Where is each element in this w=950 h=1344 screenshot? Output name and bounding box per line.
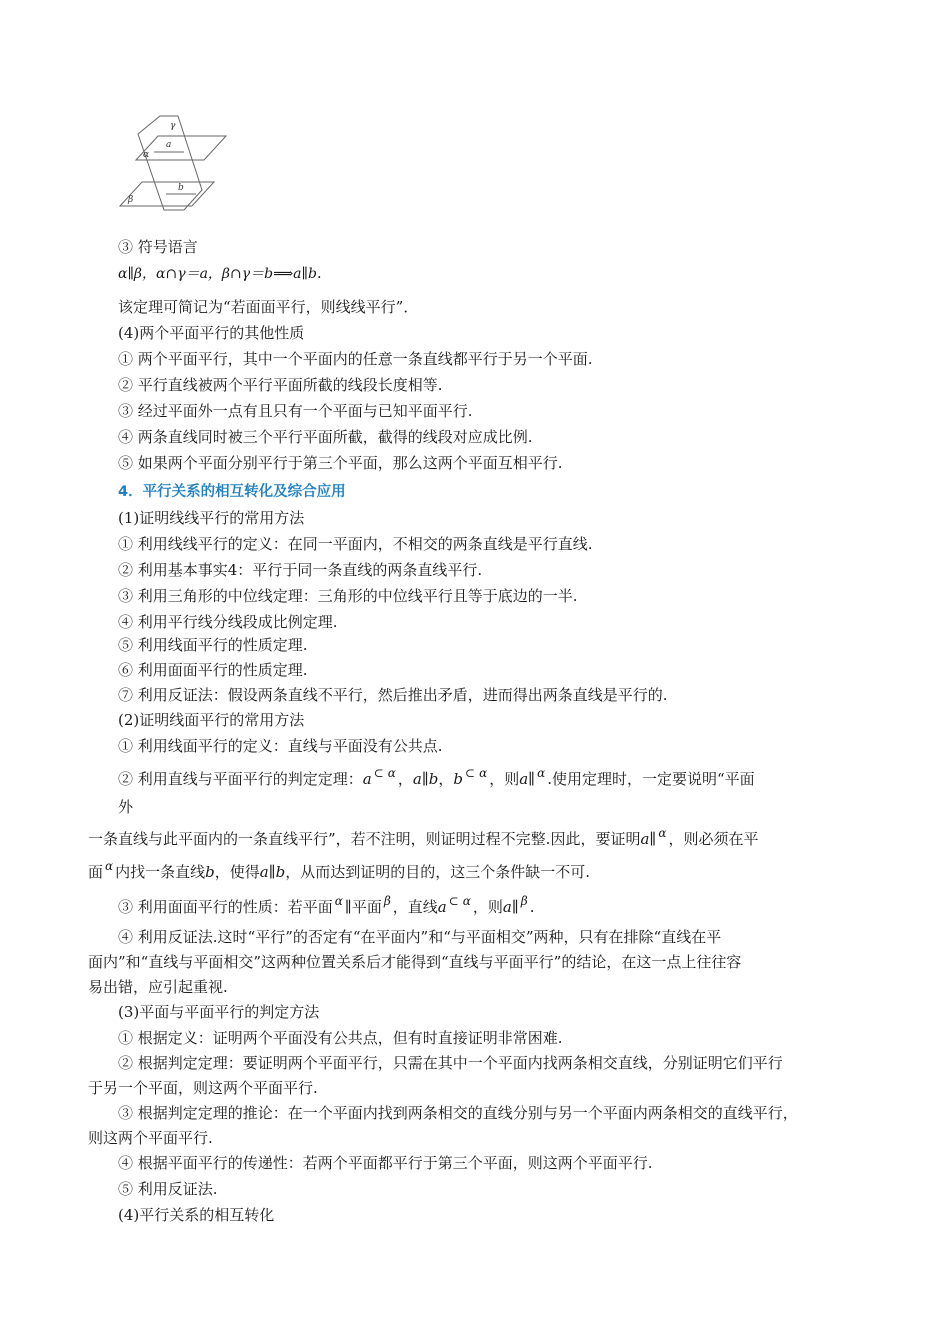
p3-item: ② 根据判定定理：要证明两个平面平行，只需在其中一个平面内找两条相交直线，分别证明它们平行 — [118, 1054, 783, 1072]
p2-title: (2)证明线面平行的常用方法 — [118, 711, 305, 729]
p1-item: ③ 利用三角形的中位线定理：三角形的中位线平行且等于底边的一半. — [118, 587, 578, 605]
p2-item-4: 面内”和“直线与平面相交”这两种位置关系后才能得到“直线与平面平行”的结论，在这一点上往往容 — [88, 953, 742, 971]
p3-item: 于另一个平面，则这两个平面平行. — [88, 1079, 318, 1097]
section-heading: 4．平行关系的相互转化及综合应用 — [118, 484, 346, 500]
p1-item: ⑥ 利用面面平行的性质定理. — [118, 661, 308, 679]
p3-item: ③ 根据判定定理的推论：在一个平面内找到两条相交的直线分别与另一个平面内两条相交的直线平行， — [118, 1104, 798, 1122]
p3-item: ① 根据定义：证明两个平面没有公共点，但有时直接证明非常困难. — [118, 1029, 563, 1047]
symbol-title: ③ 符号语言 — [118, 238, 198, 256]
p2-item-4: 易出错，应引起重视. — [88, 978, 228, 996]
label-gamma: γ — [170, 121, 176, 131]
p1-item: ② 利用基本事实4：平行于同一条直线的两条直线平行. — [118, 561, 483, 579]
plane-alpha — [136, 136, 226, 160]
label-b: b — [178, 183, 184, 193]
p2-item: ① 利用线面平行的定义：直线与平面没有公共点. — [118, 737, 443, 755]
p2-continuation: 一条直线与此平面内的一条直线平行”，若不注明，则证明过程不完整.因此，要证明a∥ $^\alpha$ ，则必须在平 — [88, 826, 759, 848]
p2-item-4: ④ 利用反证法.这时“平行”的否定有“在平面内”和“与平面相交”两种，只有在排除“直线在平 — [118, 928, 722, 946]
p2-item-2-wrap: 外 — [118, 798, 134, 816]
p3-item: ⑤ 利用反证法. — [118, 1180, 218, 1198]
parallel-planes-figure — [110, 108, 240, 216]
p1-item: ⑤ 利用线面平行的性质定理. — [118, 636, 308, 654]
sec4-item: ① 两个平面平行，其中一个平面内的任意一条直线都平行于另一个平面. — [118, 350, 593, 368]
sec4-item: ⑤ 如果两个平面分别平行于第三个平面，那么这两个平面互相平行. — [118, 454, 563, 472]
p1-title: (1)证明线线平行的常用方法 — [118, 509, 305, 527]
label-beta: β — [128, 195, 134, 205]
p1-item: ④ 利用平行线分线段成比例定理. — [118, 613, 338, 631]
sec4-item: ④ 两条直线同时被三个平行平面所截，截得的线段对应成比例. — [118, 428, 533, 446]
p3-title: (3)平面与平面平行的判定方法 — [118, 1003, 320, 1021]
symbol-formula: α∥β，α∩γ＝a，β∩γ＝b⟹a∥b. — [118, 264, 322, 282]
sec4-item: ② 平行直线被两个平行平面所截的线段长度相等. — [118, 376, 443, 394]
label-a: a — [166, 140, 172, 150]
p4-title: (4)平行关系的相互转化 — [118, 1206, 275, 1224]
p1-item: ⑦ 利用反证法：假设两条直线不平行，然后推出矛盾，进而得出两条直线是平行的. — [118, 686, 668, 704]
label-alpha: α — [143, 150, 150, 160]
p3-item: 则这两个平面平行. — [88, 1129, 213, 1147]
p2-item-2: ② 利用直线与平面平行的判定定理：a ⊂ $^\alpha$ ，a∥b，b ⊂ $^\alpha$ ，则a∥ $^\alpha$ .使用定理时，一定要说明“平面 — [118, 766, 755, 788]
sec4-title: (4)两个平面平行的其他性质 — [118, 324, 305, 342]
p3-item: ④ 根据平面平行的传递性：若两个平面都平行于第三个平面，则这两个平面平行. — [118, 1154, 653, 1172]
theorem-summary: 该定理可简记为“若面面平行，则线线平行”． — [118, 298, 419, 316]
p2-item-3: ③ 利用面面平行的性质：若平面 $^\alpha$ ∥平面 $^\beta$ ，直线a ⊂ $^\alpha$ ，则a∥ $^\beta$ . — [118, 894, 535, 916]
p1-item: ① 利用线线平行的定义：在同一平面内，不相交的两条直线是平行直线. — [118, 535, 593, 553]
p2-continuation: 面 $^\alpha$ 内找一条直线b，使得a∥b，从而达到证明的目的，这三个条件缺一不可. — [88, 859, 591, 881]
sec4-item: ③ 经过平面外一点有且只有一个平面与已知平面平行. — [118, 402, 473, 420]
